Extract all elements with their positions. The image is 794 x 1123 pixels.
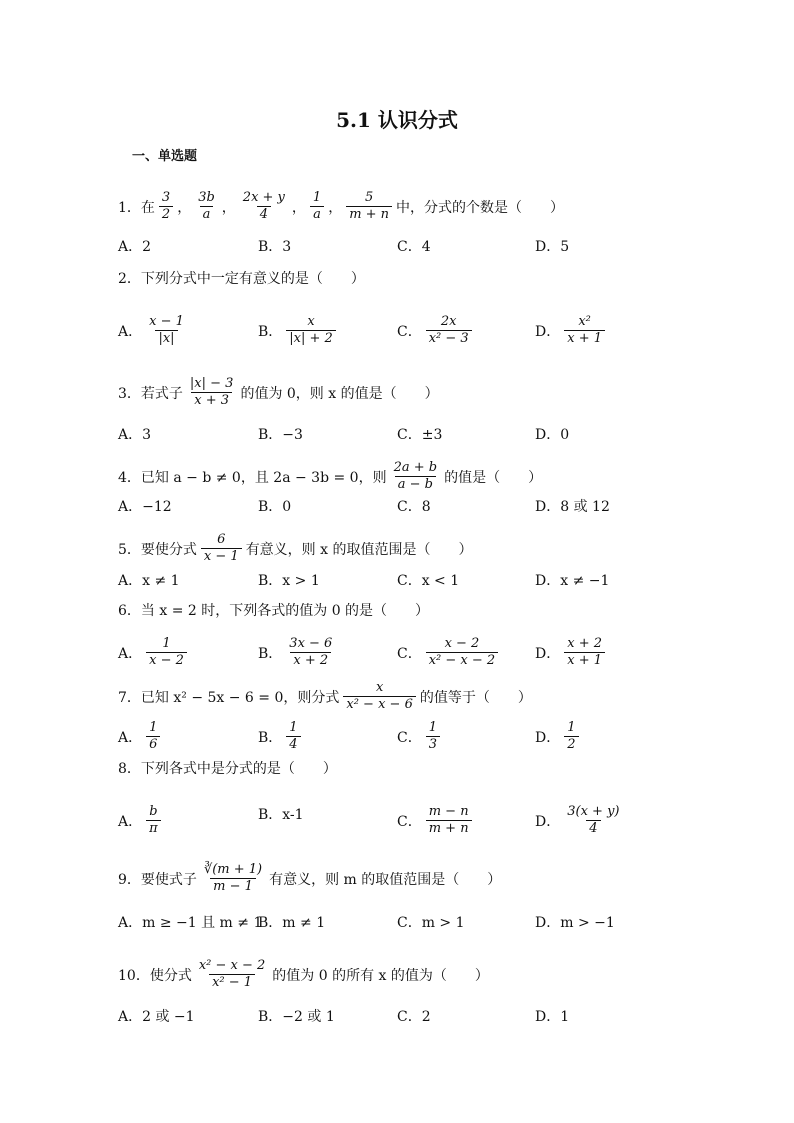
question-fraction-numerator: |x| − 3 — [189, 376, 234, 391]
option-label: B． — [258, 729, 283, 746]
fraction-item-numerator: 2x + y — [242, 190, 285, 205]
question-9 — [118, 862, 501, 895]
option-label: A． — [118, 729, 143, 746]
question-text-tail: 的值等于（ ） — [419, 689, 532, 706]
question-text: 4．已知 a − b ≠ 0，且 2a − 3b = 0，则 — [118, 469, 387, 486]
option-fraction — [426, 804, 472, 837]
option-label: A．−12 — [118, 499, 172, 515]
option-fraction-numerator: 1 — [289, 720, 298, 735]
option-C[interactable] — [397, 314, 476, 347]
fraction-item — [310, 190, 324, 223]
option-fraction-numerator: 1 — [428, 720, 437, 735]
option-D[interactable] — [535, 314, 609, 347]
fraction-item-numerator: 1 — [312, 190, 322, 205]
option-label: A．x ≠ 1 — [118, 573, 180, 589]
option-fraction-numerator: 2x — [440, 314, 457, 329]
option-fraction — [564, 314, 605, 347]
question-fraction — [187, 376, 237, 409]
option-fraction-denominator: x + 2 — [290, 652, 331, 669]
option-label: A．2 或 −1 — [118, 1009, 195, 1025]
option-C[interactable] — [397, 236, 431, 256]
option-label: B． — [258, 323, 283, 340]
section-heading: 一、单选题 — [132, 149, 198, 164]
option-label: B． — [258, 645, 283, 662]
fraction-item-denominator: 2 — [159, 206, 173, 223]
option-D[interactable] — [535, 912, 615, 932]
option-label: C．x < 1 — [397, 573, 460, 589]
option-B[interactable] — [258, 570, 320, 590]
option-fraction-denominator: x² − x − 2 — [426, 652, 498, 669]
option-fraction-denominator: x + 1 — [564, 652, 605, 669]
question-text: 9．要使式子 — [118, 871, 197, 888]
option-fraction-numerator: 3(x + y) — [567, 804, 620, 819]
option-label: C．8 — [397, 499, 431, 515]
option-label: C． — [397, 323, 422, 340]
question-fraction — [196, 958, 268, 991]
question-fraction-numerator: 6 — [217, 532, 226, 547]
option-label: B．−3 — [258, 427, 303, 443]
option-D[interactable] — [535, 1006, 569, 1026]
question-fraction-denominator: x + 3 — [191, 392, 232, 409]
option-fraction-denominator: 4 — [286, 736, 300, 753]
option-C[interactable] — [397, 1006, 431, 1026]
option-label: D． — [535, 813, 561, 830]
option-fraction — [146, 804, 161, 837]
option-C[interactable] — [397, 912, 465, 932]
option-label: C．4 — [397, 239, 431, 255]
option-label: B．0 — [258, 499, 292, 515]
option-label: A．m ≥ −1 且 m ≠ 1 — [118, 915, 263, 931]
question-10 — [118, 958, 489, 991]
option-B[interactable] — [258, 496, 291, 516]
fraction-item — [346, 190, 392, 223]
option-A[interactable] — [118, 1006, 195, 1026]
option-fraction — [286, 314, 336, 347]
question-4 — [118, 460, 542, 493]
option-B[interactable] — [258, 720, 305, 753]
question-fraction-numerator: ∛(m + 1) — [203, 862, 263, 877]
option-fraction — [146, 314, 187, 347]
option-label: C．2 — [397, 1009, 431, 1025]
option-A[interactable] — [118, 570, 180, 590]
option-fraction-numerator: 1 — [567, 720, 576, 735]
option-A[interactable] — [118, 314, 191, 347]
option-label: D．m > −1 — [535, 915, 615, 931]
question-text: 3．若式子 — [118, 385, 183, 402]
option-B[interactable] — [258, 636, 339, 669]
option-D[interactable] — [535, 804, 626, 837]
fraction-item-denominator: m + n — [346, 206, 392, 223]
fraction-item — [159, 190, 173, 223]
question-text-tail: 有意义，则 m 的取值范围是（ ） — [269, 871, 502, 888]
option-A[interactable] — [118, 236, 151, 256]
option-D[interactable] — [535, 236, 569, 256]
option-fraction — [146, 720, 160, 753]
option-fraction — [286, 720, 300, 753]
question-text: 2．下列分式中一定有意义的是（ ） — [118, 271, 365, 287]
option-fraction — [426, 720, 440, 753]
option-label: B．3 — [258, 239, 292, 255]
option-fraction — [426, 314, 472, 347]
option-fraction-denominator: x + 1 — [564, 330, 605, 347]
question-fraction-denominator: a − b — [395, 476, 436, 493]
option-fraction — [286, 636, 335, 669]
option-fraction-numerator: x² — [578, 314, 591, 329]
option-D[interactable] — [535, 496, 610, 516]
option-label: C．±3 — [397, 427, 443, 443]
question-fraction-denominator: x² − 1 — [209, 974, 255, 991]
option-D[interactable] — [535, 720, 583, 753]
option-fraction — [564, 636, 605, 669]
question-text-tail: 有意义，则 x 的取值范围是（ ） — [245, 541, 473, 558]
question-8 — [118, 758, 337, 778]
option-C[interactable] — [397, 424, 442, 444]
option-A[interactable] — [118, 424, 151, 444]
option-C[interactable] — [397, 496, 431, 516]
option-label: C．m > 1 — [397, 915, 465, 931]
option-label: D． — [535, 323, 561, 340]
question-fraction — [201, 862, 265, 895]
option-B[interactable] — [258, 912, 325, 932]
option-A[interactable] — [118, 720, 164, 753]
option-D[interactable] — [535, 636, 609, 669]
option-fraction-denominator: 4 — [586, 820, 600, 837]
option-fraction-numerator: x — [307, 314, 315, 329]
option-C[interactable] — [397, 636, 502, 669]
question-text-tail: 的值是（ ） — [444, 469, 543, 486]
option-B[interactable] — [258, 804, 304, 824]
comma: ， — [177, 199, 192, 216]
option-label: B．x > 1 — [258, 573, 320, 589]
comma: ， — [291, 199, 306, 216]
option-label: A． — [118, 813, 143, 830]
fraction-item-numerator: 3b — [198, 190, 215, 205]
comma: ， — [221, 199, 236, 216]
fraction-item-denominator: a — [310, 206, 324, 223]
option-fraction-numerator: x + 2 — [567, 636, 602, 651]
option-A[interactable] — [118, 912, 262, 932]
option-A[interactable] — [118, 804, 165, 837]
option-B[interactable] — [258, 1006, 335, 1026]
question-text: 6．当 x = 2 时，下列各式的值为 0 的是（ ） — [118, 603, 430, 619]
option-fraction-numerator: b — [149, 804, 158, 819]
option-fraction — [564, 804, 622, 837]
option-C[interactable] — [397, 804, 476, 837]
question-3 — [118, 376, 439, 409]
question-text-tail: 中，分式的个数是（ ） — [396, 199, 565, 216]
page-title: 5.1 认识分式 — [336, 108, 458, 132]
option-label: C． — [397, 729, 422, 746]
option-label: C． — [397, 813, 422, 830]
option-label: A．3 — [118, 427, 152, 443]
option-A[interactable] — [118, 496, 172, 516]
option-label: D．5 — [535, 239, 570, 255]
option-fraction-denominator: |x| + 2 — [286, 330, 336, 347]
option-label: A．2 — [118, 239, 152, 255]
question-fraction-denominator: x² − x − 6 — [343, 696, 415, 713]
option-label: B．m ≠ 1 — [258, 915, 326, 931]
fraction-item-numerator: 3 — [161, 190, 171, 205]
option-label: D． — [535, 729, 561, 746]
option-label: D．0 — [535, 427, 570, 443]
question-6 — [118, 600, 429, 620]
question-fraction — [391, 460, 441, 493]
fraction-item-numerator: 5 — [364, 190, 374, 205]
option-B[interactable] — [258, 314, 340, 347]
option-fraction-numerator: 1 — [162, 636, 171, 651]
question-text: 5．要使分式 — [118, 541, 197, 558]
option-label: D． — [535, 645, 561, 662]
option-fraction-numerator: m − n — [428, 804, 469, 819]
fraction-item — [195, 190, 218, 223]
option-fraction-denominator: 3 — [426, 736, 440, 753]
question-fraction-numerator: 2a + b — [393, 460, 438, 475]
question-text: 7．已知 x² − 5x − 6 = 0，则分式 — [118, 689, 340, 706]
option-fraction-numerator: x − 2 — [444, 636, 480, 651]
option-fraction — [146, 636, 187, 669]
option-B[interactable] — [258, 236, 291, 256]
question-7 — [118, 680, 532, 713]
option-fraction-denominator: x − 2 — [146, 652, 187, 669]
question-text-tail: 的值为 0 的所有 x 的值为（ ） — [272, 967, 489, 984]
option-fraction — [426, 636, 498, 669]
option-label: A． — [118, 323, 143, 340]
option-fraction-denominator: 6 — [146, 736, 160, 753]
option-label: A． — [118, 645, 143, 662]
option-fraction-denominator: 2 — [564, 736, 578, 753]
option-fraction-numerator: 3x − 6 — [289, 636, 333, 651]
comma: ， — [328, 199, 343, 216]
question-text: 8．下列各式中是分式的是（ ） — [118, 761, 337, 777]
question-text: 1．在 — [118, 199, 155, 216]
option-label: C． — [397, 645, 422, 662]
question-text-tail: 的值为 0，则 x 的值是（ ） — [240, 385, 439, 402]
question-5 — [118, 532, 472, 565]
question-text: 10．使分式 — [118, 967, 192, 984]
option-fraction-numerator: x − 1 — [149, 314, 184, 329]
option-D[interactable] — [535, 570, 609, 590]
question-fraction-denominator: m − 1 — [210, 878, 256, 895]
option-fraction-denominator: |x| — [155, 330, 177, 347]
fraction-item-denominator: a — [200, 206, 214, 223]
question-2 — [118, 268, 365, 288]
option-label: D．1 — [535, 1009, 570, 1025]
option-fraction-denominator: m + n — [426, 820, 472, 837]
question-1 — [118, 190, 564, 223]
option-fraction-numerator: 1 — [149, 720, 158, 735]
option-C[interactable] — [397, 570, 459, 590]
question-fraction-numerator: x² − x − 2 — [198, 958, 266, 973]
option-D[interactable] — [535, 424, 569, 444]
option-A[interactable] — [118, 636, 191, 669]
option-label: D．8 或 12 — [535, 499, 610, 515]
option-C[interactable] — [397, 720, 444, 753]
option-fraction-denominator: x² − 3 — [426, 330, 472, 347]
option-fraction-denominator: π — [146, 820, 161, 837]
option-B[interactable] — [258, 424, 303, 444]
question-fraction — [201, 532, 242, 565]
fraction-item-denominator: 4 — [257, 206, 271, 223]
question-fraction-denominator: x − 1 — [201, 548, 242, 565]
option-fraction — [564, 720, 578, 753]
option-label: B．x-1 — [258, 807, 304, 823]
question-fraction-numerator: x — [375, 680, 384, 695]
option-label: D．x ≠ −1 — [535, 573, 610, 589]
question-fraction — [343, 680, 415, 713]
fraction-item — [240, 190, 288, 223]
option-label: B．−2 或 1 — [258, 1009, 335, 1025]
